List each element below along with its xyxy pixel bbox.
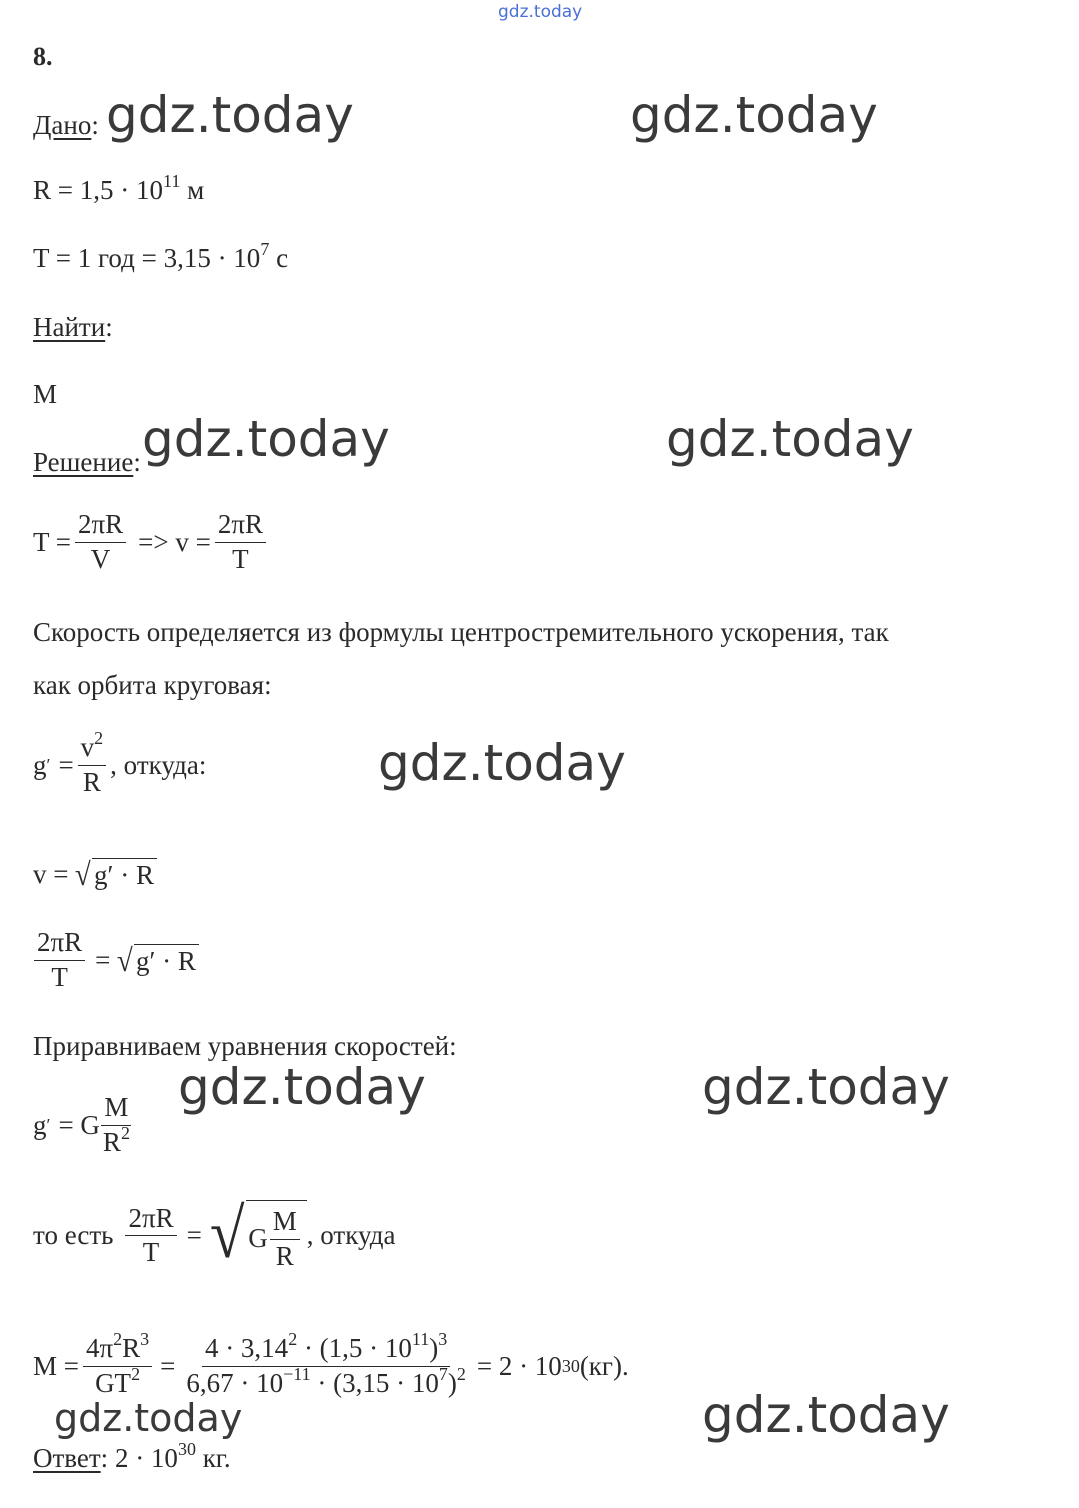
watermark: gdz.today	[378, 734, 626, 792]
given-radius: $R = 1,5 \cdot 10^{11}$ м	[33, 171, 205, 205]
watermark-top: gdz.today	[498, 2, 583, 22]
paragraph-speed-line1: Скорость определяется из формулы центростремительного ускорения, так	[33, 617, 889, 647]
given-label: Дано	[33, 110, 92, 140]
fraction: $\frac{2\pi R}{T}$	[215, 510, 266, 574]
equation-period: T = $\frac{2\pi R}{V}$ => v = $\frac{2\pi R}{T}$	[33, 510, 270, 574]
fraction: $\frac{4\pi^2R^3}{GT^2}$	[83, 1334, 152, 1398]
given-heading: Дано:	[33, 110, 99, 140]
watermark: gdz.today	[630, 86, 878, 144]
watermark: gdz.today	[54, 1396, 243, 1440]
fraction: $\frac{v^2}{R}$	[78, 733, 107, 797]
watermark: gdz.today	[106, 86, 354, 144]
equation-velocity-root: v = √ g′ · R	[33, 858, 157, 891]
equation-gravity: g ′ = G $\frac{M}{R^2}$	[33, 1093, 137, 1157]
find-label: Найти	[33, 312, 106, 342]
square-root: √ G $\frac{M}{R}$	[208, 1200, 307, 1271]
square-root: √ g′ · R	[116, 944, 198, 977]
watermark: gdz.today	[178, 1058, 426, 1116]
find-heading: Найти:	[33, 312, 113, 342]
equation-mass: M = $\frac{4\pi^2R^3}{GT^2}$ = $\frac{4 \cdot 3,14^2 \cdot (1,5 \cdot 10^{11})^3}{6,67 \cdot 10^{-11} \cdot (3,15 \cdot 10^7)^2}$ = 2 · 10 30 (кг).	[33, 1329, 629, 1398]
fraction: $\frac{M}{R^2}$	[102, 1092, 130, 1157]
equation-that-is: то есть $\frac{2\pi R}{T}$ = √ G $\frac{M}{R}$ , откуда	[33, 1196, 396, 1273]
watermark: gdz.today	[702, 1386, 950, 1444]
paragraph-equate: Приравниваем уравнения скоростей:	[33, 1031, 457, 1061]
answer-label: Ответ	[33, 1443, 101, 1473]
fraction: $\frac{2\pi R}{T}$	[34, 928, 85, 992]
equation-velocity-equality: $\frac{2\pi R}{T}$ = √ g′ · R	[30, 928, 199, 992]
fraction: $\frac{2\pi R}{T}$	[125, 1204, 176, 1268]
find-value: M	[33, 379, 58, 409]
fraction: $\frac{2\pi R}{V}$	[75, 510, 126, 574]
solution-label: Решение	[33, 447, 134, 477]
problem-number: 8.	[33, 42, 53, 71]
square-root: √ g′ · R	[74, 858, 156, 891]
given-period: T = 1 год = $3,15 \cdot 10^7$ с	[33, 239, 289, 273]
watermark: gdz.today	[702, 1058, 950, 1116]
fraction: $\frac{4 \cdot 3,14^2 \cdot (1,5 \cdot 10^{11})^3}{6,67 \cdot 10^{-11} \cdot (3,15 \cdot 10^7)^2}$	[186, 1329, 466, 1398]
watermark: gdz.today	[142, 410, 390, 468]
equation-centripetal: g ′ = $\frac{v^2}{R}$ , откуда:	[33, 728, 207, 797]
solution-heading: Решение:	[33, 447, 141, 477]
paragraph-speed-line2: как орбита круговая:	[33, 670, 272, 700]
watermark: gdz.today	[666, 410, 914, 468]
answer: Ответ: $2 \cdot 10^{30}$ кг.	[33, 1439, 231, 1473]
